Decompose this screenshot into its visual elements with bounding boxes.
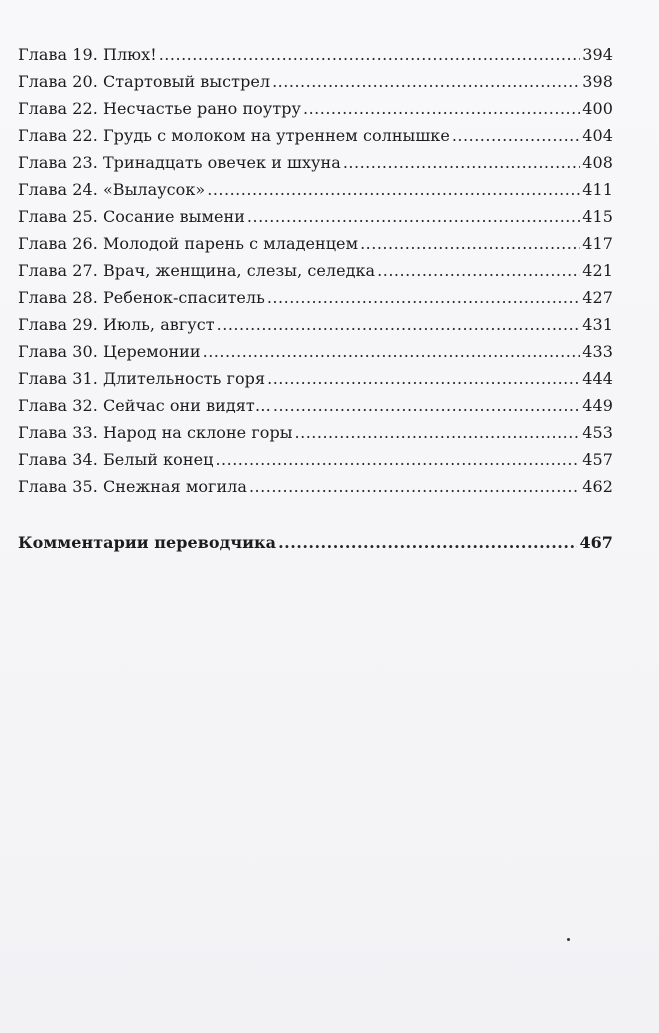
- toc-entry-title: Глава 23. Тринадцать овечек и шхуна: [18, 153, 341, 172]
- toc-entry-title: Глава 29. Июль, август: [18, 315, 215, 334]
- toc-entry: [18, 41, 613, 68]
- toc-entry-title: Глава 19. Плюх!: [18, 45, 157, 64]
- toc-leader-dots: [343, 149, 580, 176]
- toc-entry-title: Глава 35. Снежная могила: [18, 477, 247, 496]
- toc-entry-title: Глава 33. Народ на склоне горы: [18, 423, 293, 442]
- toc-entry-page: 411: [582, 180, 613, 199]
- toc-entry-page: 404: [582, 126, 613, 145]
- paper-speck: [567, 938, 570, 941]
- toc-entry: [18, 284, 613, 311]
- toc-entry: [18, 149, 613, 176]
- toc-entry: [18, 68, 613, 95]
- toc-entry-title: Глава 26. Молодой парень с младенцем: [18, 234, 359, 253]
- toc-entry-title: Глава 22. Грудь с молоком на утреннем солнышке: [18, 126, 450, 145]
- toc-leader-dots: [207, 176, 580, 203]
- section-gap: [18, 500, 613, 529]
- toc-entry: [18, 122, 613, 149]
- toc-entry-title: Глава 28. Ребенок-спаситель: [18, 288, 265, 307]
- toc-entry-page: 408: [582, 153, 613, 172]
- toc-entry: [18, 446, 613, 473]
- toc-entry-page: 421: [582, 261, 613, 280]
- toc-leader-dots: [278, 529, 577, 556]
- toc-entry-title: Глава 30. Церемонии: [18, 342, 201, 361]
- toc-entry-page: 415: [582, 207, 613, 226]
- toc-entry-page: 453: [582, 423, 613, 442]
- toc-entry-page: 398: [582, 72, 613, 91]
- toc-entry-title: Глава 25. Сосание вымени: [18, 207, 245, 226]
- toc-entry: [18, 176, 613, 203]
- toc-entry-page: 449: [582, 396, 613, 415]
- toc-leader-dots: [273, 392, 580, 419]
- toc-entry-page: 400: [582, 99, 613, 118]
- toc-leader-dots: [360, 230, 580, 257]
- toc-leader-dots: [203, 338, 581, 365]
- toc-entry-page: 444: [582, 369, 613, 388]
- toc-entry: [18, 419, 613, 446]
- toc-entry-page: 462: [582, 477, 613, 496]
- toc-entry: [18, 365, 613, 392]
- toc-leader-dots: [303, 95, 580, 122]
- toc-leader-dots: [267, 284, 580, 311]
- toc-entry-title: Глава 32. Сейчас они видят…: [18, 396, 271, 415]
- toc-entry-title: Глава 24. «Вылаусок»: [18, 180, 206, 199]
- toc-entry-page: 457: [582, 450, 613, 469]
- toc-entry-page: 467: [579, 533, 613, 552]
- toc-entry-page: 394: [582, 45, 613, 64]
- toc-leader-dots: [452, 122, 580, 149]
- toc-leader-dots: [249, 473, 580, 500]
- toc-leader-dots: [272, 68, 580, 95]
- toc-leader-dots: [295, 419, 581, 446]
- toc-leader-dots: [159, 41, 581, 68]
- toc-entry: [18, 338, 613, 365]
- toc-entry-page: 427: [582, 288, 613, 307]
- toc-entry: [18, 203, 613, 230]
- toc-entry-title: Глава 22. Несчастье рано поутру: [18, 99, 301, 118]
- toc-entry-title: Комментарии переводчика: [18, 533, 277, 552]
- toc-entry-title: Глава 20. Стартовый выстрел: [18, 72, 271, 91]
- toc-leader-dots: [377, 257, 580, 284]
- toc-entry-title: Глава 31. Длительность горя: [18, 369, 266, 388]
- table-of-contents: [18, 41, 613, 556]
- toc-entry: [18, 473, 613, 500]
- toc-leader-dots: [217, 311, 581, 338]
- toc-leader-dots: [247, 203, 580, 230]
- toc-entry: [18, 311, 613, 338]
- toc-entry: [18, 230, 613, 257]
- toc-entry-title: Глава 27. Врач, женщина, слезы, селедка: [18, 261, 376, 280]
- toc-entry-commentary: [18, 529, 613, 556]
- toc-leader-dots: [215, 446, 580, 473]
- toc-entry: [18, 95, 613, 122]
- toc-entry-page: 417: [582, 234, 613, 253]
- toc-entry: [18, 392, 613, 419]
- toc-entry-page: 431: [582, 315, 613, 334]
- toc-leader-dots: [267, 365, 580, 392]
- toc-entry-title: Глава 34. Белый конец: [18, 450, 214, 469]
- toc-entry-page: 433: [582, 342, 613, 361]
- toc-entry: [18, 257, 613, 284]
